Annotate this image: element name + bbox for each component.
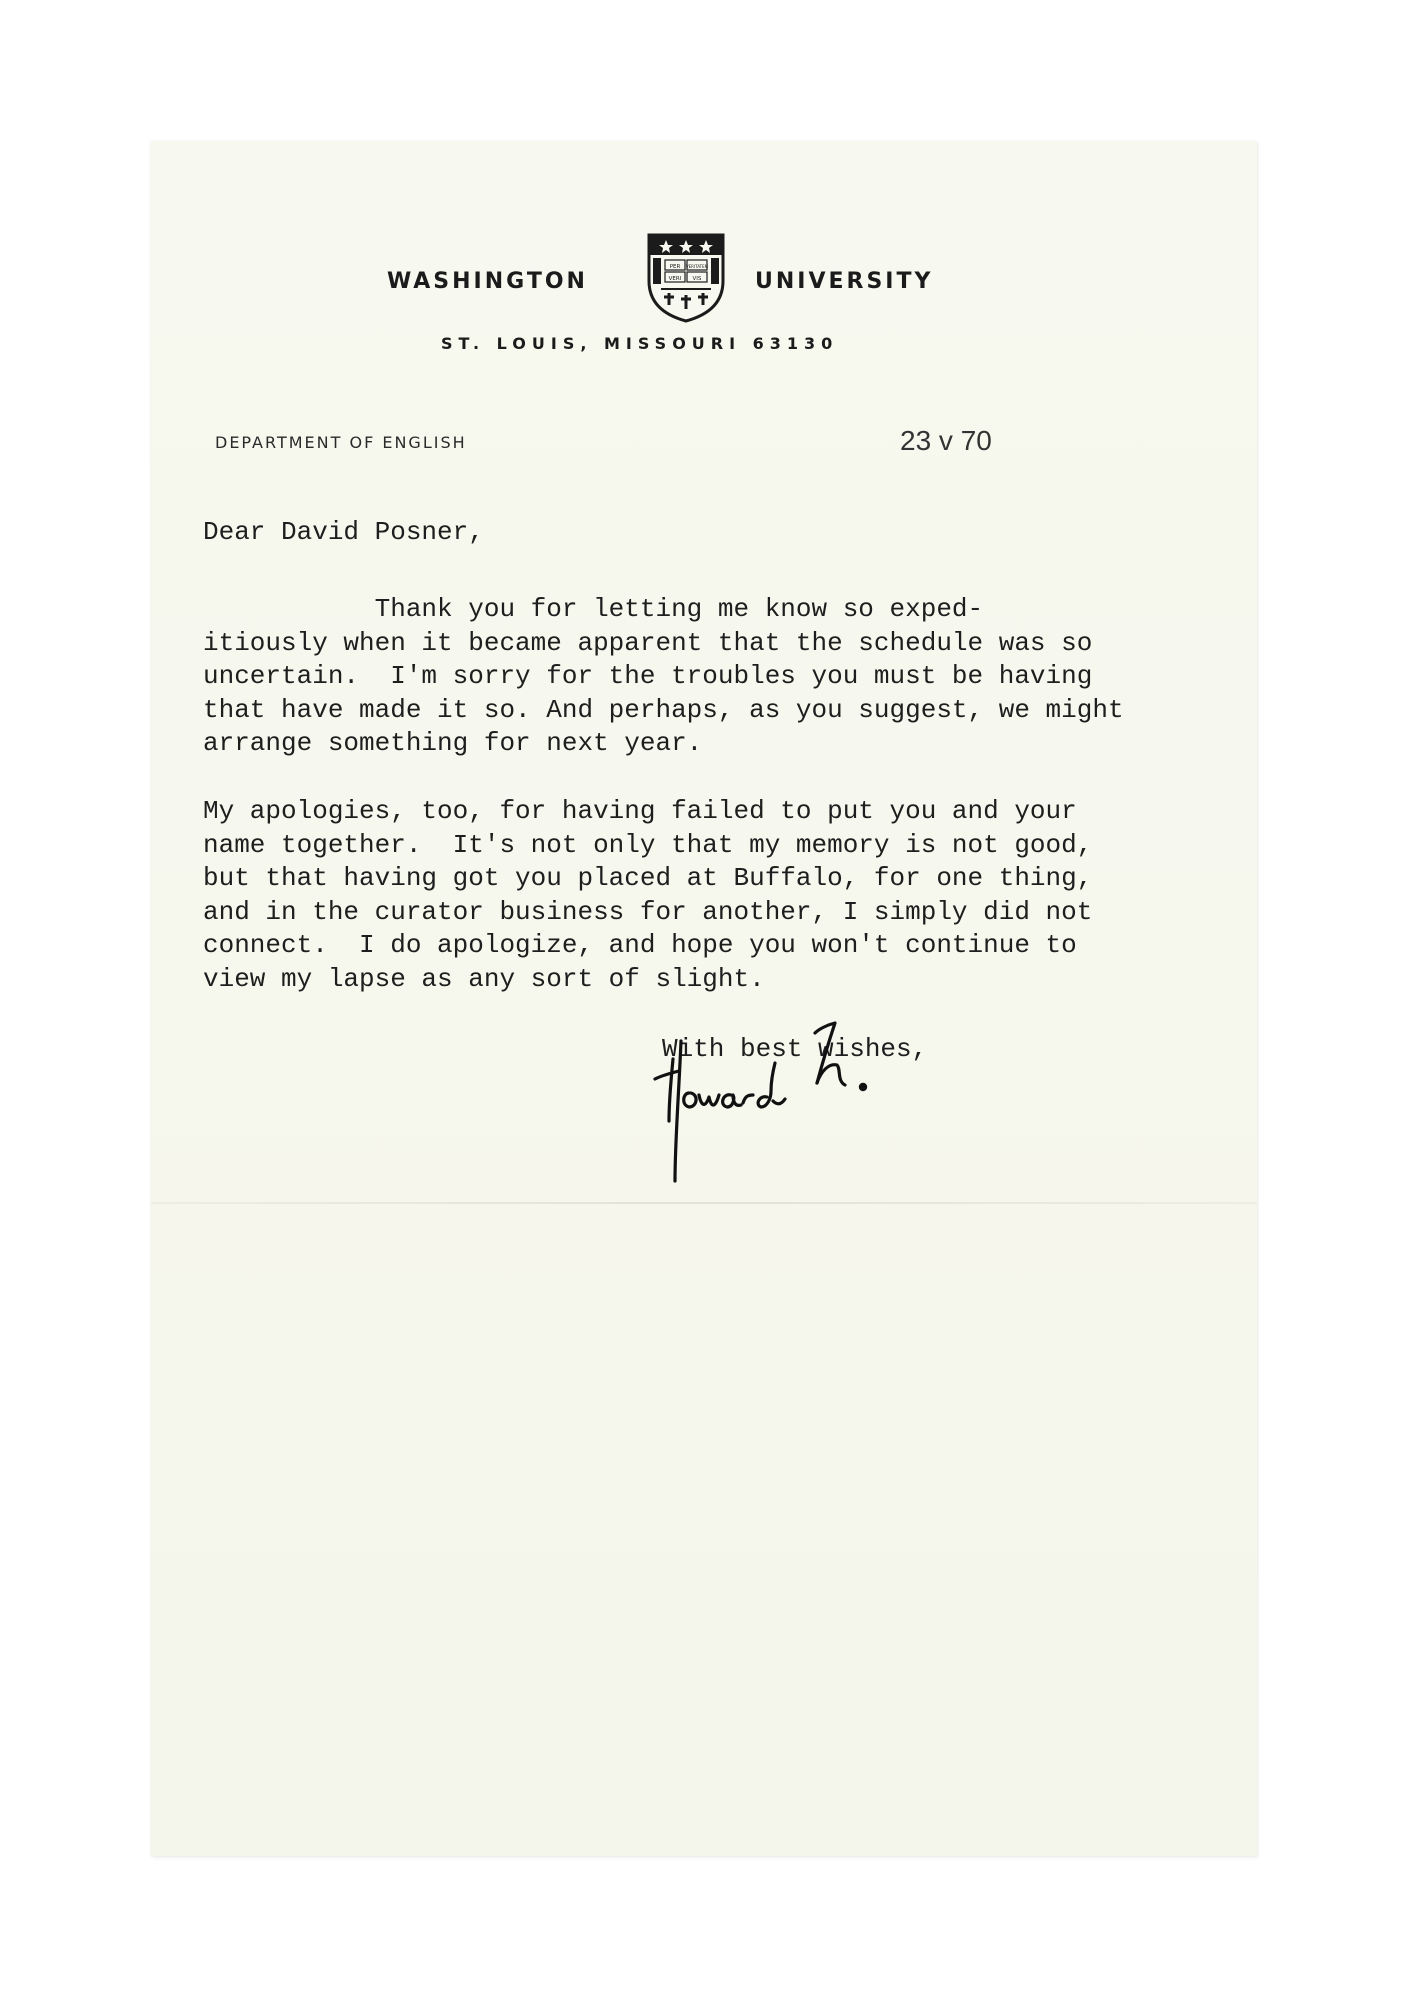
paragraph-1: [203, 593, 1124, 761]
paragraph-line: view my lapse as any sort of slight.: [203, 963, 765, 994]
closing: With best wishes,: [662, 1034, 928, 1064]
paragraph-2: [203, 795, 1092, 996]
paragraph-line: but that having got you placed at Buffalo, for one thing,: [203, 863, 1093, 893]
seal-text-veritatem: VERITATEM: [685, 264, 709, 269]
letter-sheet: [151, 141, 1257, 1856]
letter-date: 23 v 70: [900, 425, 992, 456]
handwritten-signature: [631, 1001, 951, 1191]
paragraph-line: itiously when it became apparent that the schedule was so: [203, 627, 1093, 658]
letterhead-washington: WASHINGTON: [387, 269, 588, 294]
fold-line: [151, 1202, 1257, 1204]
seal-text-vis: VIS: [692, 276, 702, 282]
university-seal-icon: [645, 231, 727, 323]
paragraph-line: arrange something for next year.: [203, 728, 703, 758]
paragraph-line: name together. It's not only that my memory is not good,: [203, 829, 1093, 860]
letterhead-address: ST. LOUIS, MISSOURI 63130: [441, 334, 839, 353]
paragraph-line: and in the curator business for another, I simply did not: [203, 896, 1093, 927]
seal-text-veri: VERI: [668, 276, 682, 282]
department-name: DEPARTMENT OF ENGLISH: [215, 433, 467, 452]
paragraph-line: connect. I do apologize, and hope you won't continue to: [203, 930, 1077, 960]
paragraph-line: that have made it so. And perhaps, as you suggest, we might: [203, 694, 1124, 725]
paragraph-line: Thank you for letting me know so exped-: [203, 594, 984, 624]
seal-text-per: PER: [669, 264, 681, 270]
letterhead-university: UNIVERSITY: [755, 269, 934, 294]
paragraph-line: uncertain. I'm sorry for the troubles you must be having: [203, 661, 1093, 691]
salutation: Dear David Posner,: [203, 517, 484, 547]
paragraph-line: My apologies, too, for having failed to put you and your: [203, 796, 1077, 826]
